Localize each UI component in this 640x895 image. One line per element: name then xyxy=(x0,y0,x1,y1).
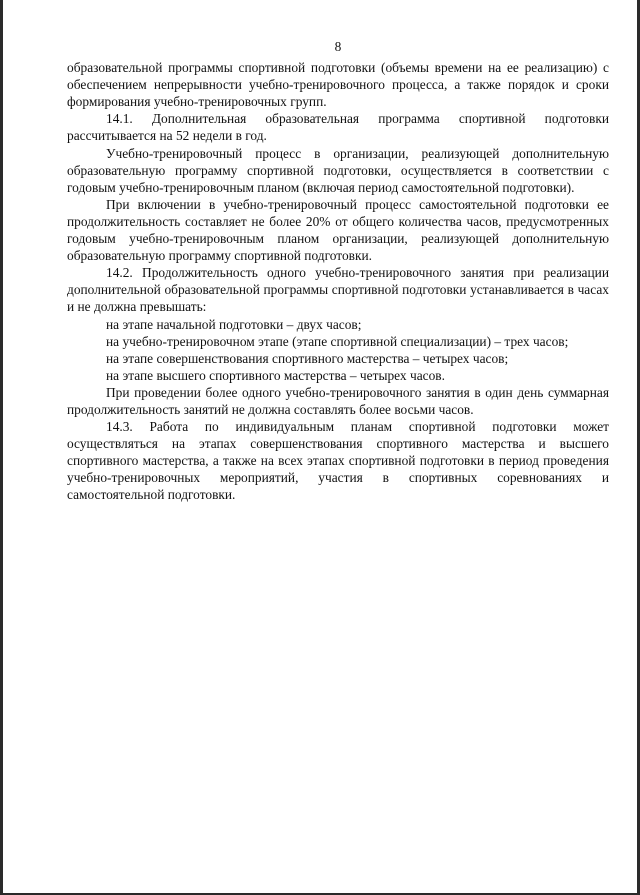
page-number: 8 xyxy=(334,39,342,54)
list-item-higher-mastery-stage: на этапе высшего спортивного мастерства – четырех часов. xyxy=(106,367,445,383)
list-item-improvement-stage: на этапе совершенствования спортивного мастерства – четырех часов; xyxy=(106,350,509,366)
paragraph-continuation: образовательной программы спортивной подготовки (объемы времени на ее реализацию) с обеспечением непрерывности учебно-тренировочного процесса, а также порядок и сроки формирования учебно-тренировочных групп. xyxy=(67,60,609,110)
paragraph-14-1: 14.1. Дополнительная образовательная программа спортивной подготовки рассчитывается на 52 недели в год. xyxy=(67,111,609,144)
list-item-training-stage: на учебно-тренировочном этапе (этапе спортивной специализации) – трех часов; xyxy=(106,333,569,349)
paragraph-self-training: При включении в учебно-тренировочный процесс самостоятельной подготовки ее продолжительность составляет не более 20% от общего количества часов, предусмотренных годовым учебно-тренировочным планом организации, реализующей дополнительную образовательную программу спортивной подготовки. xyxy=(67,196,609,264)
list-item-initial-stage: на этапе начальной подготовки – двух часов; xyxy=(106,316,362,332)
paragraph-training-process: Учебно-тренировочный процесс в организации, реализующей дополнительную образовательную программу спортивной подготовки, осуществляется в соответствии с годовым учебно-тренировочным планом (включая период самостоятельной подготовки). xyxy=(67,145,609,195)
paragraph-14-3: 14.3. Работа по индивидуальным планам спортивной подготовки может осуществляться на этапах совершенствования спортивного мастерства и высшего спортивного мастерства, а также на всех этапах спортивной подготовки в период проведения учебно-тренировочных мероприятий, участия в спортивных соревнованиях и самостоятельной подготовки. xyxy=(67,419,609,503)
paragraph-14-2: 14.2. Продолжительность одного учебно-тренировочного занятия при реализации дополнительной образовательной программы спортивной подготовки устанавливается в часах и не должна превышать: xyxy=(67,265,609,315)
document-body xyxy=(67,38,609,504)
paragraph-multiple-sessions: При проведении более одного учебно-тренировочного занятия в один день суммарная продолжительность занятий не должна составлять более восьми часов. xyxy=(67,384,609,417)
